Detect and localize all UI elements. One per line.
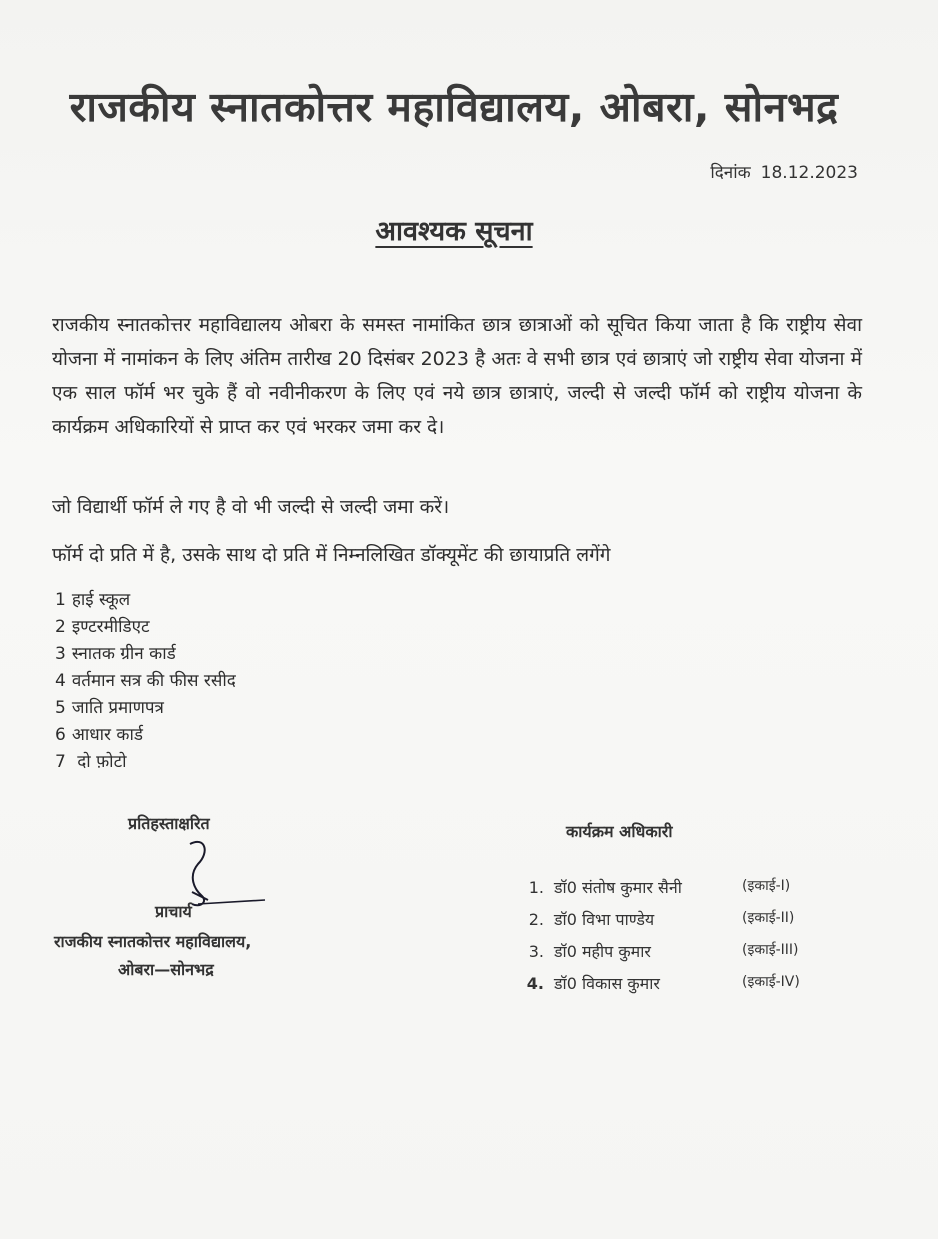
date-line — [710, 160, 858, 183]
officer-number: 3. — [528, 942, 544, 961]
notice-paragraph-submit: जो विद्यार्थी फॉर्म ले गए है वो भी जल्दी से जल्दी जमा करें। — [52, 496, 450, 518]
list-item-number: 5 — [55, 698, 66, 718]
list-item — [55, 668, 236, 695]
list-item-text: वर्तमान सत्र की फीस रसीद — [71, 671, 236, 691]
list-item — [55, 641, 236, 668]
officer-row — [520, 908, 820, 930]
list-item-number: 3 — [55, 644, 66, 664]
list-item — [55, 722, 236, 749]
list-item-text: हाई स्कूल — [71, 590, 131, 610]
list-item — [55, 749, 236, 776]
list-item-number: 2 — [55, 617, 66, 637]
officer-unit: (इकाई-II) — [742, 910, 795, 926]
officer-number: 1. — [528, 878, 544, 897]
officer-number: 2. — [528, 910, 544, 929]
list-item-text: आधार कार्ड — [71, 725, 143, 745]
list-item-number: 7 — [55, 752, 66, 772]
list-item — [55, 587, 236, 614]
officer-name: डॉ0 संतोष कुमार सैनी — [554, 878, 682, 897]
officer-name: डॉ0 विकास कुमार — [554, 974, 660, 993]
officer-unit: (इकाई-I) — [742, 878, 791, 894]
list-item-number: 6 — [55, 725, 66, 745]
list-item-text: स्नातक ग्रीन कार्ड — [71, 644, 176, 664]
officer-row — [520, 940, 820, 962]
college-title: राजकीय स्नातकोत्तर महाविद्यालय, ओबरा, सोनभद्र — [69, 83, 839, 131]
principal-label: प्राचार्य — [155, 902, 192, 921]
officer-name: डॉ0 विभा पाण्डेय — [554, 910, 655, 929]
officer-row — [520, 876, 820, 898]
list-item-text: दो फ़ोटो — [71, 752, 127, 772]
list-item-text: इण्टरमीडिएट — [71, 617, 150, 637]
officers-title: कार्यक्रम अधिकारी — [566, 822, 673, 841]
notice-heading-text: आवश्यक सूचना — [375, 216, 533, 247]
officer-unit: (इकाई-III) — [742, 942, 799, 958]
signatory-college: राजकीय स्नातकोत्तर महाविद्यालय, — [54, 932, 252, 951]
list-item-number: 4 — [55, 671, 66, 691]
countersigned-label: प्रतिहस्ताक्षरित — [128, 814, 210, 833]
handwritten-signature — [180, 834, 270, 918]
list-item — [55, 695, 236, 722]
officer-number: 4. — [526, 974, 544, 993]
date-label: दिनांक — [710, 163, 751, 183]
signatory-place: ओबरा—सोनभद्र — [118, 960, 214, 979]
list-item — [55, 614, 236, 641]
list-item-number: 1 — [55, 590, 66, 610]
date-value: 18.12.2023 — [760, 163, 858, 183]
officer-unit: (इकाई-IV) — [742, 974, 800, 990]
documents-list — [55, 587, 236, 776]
notice-paragraph-documents: फॉर्म दो प्रति में है, उसके साथ दो प्रति में निम्नलिखित डॉक्यूमेंट की छायाप्रति लगेंगे — [52, 544, 611, 566]
notice-paragraph-main: राजकीय स्नातकोत्तर महाविद्यालय ओबरा के समस्त नामांकित छात्र छात्राओं को सूचित किया जाता है कि राष्ट्रीय सेवा योजना में नामांकन के लिए अंतिम तारीख 20 दिसंबर 2023 है अतः वे सभी छात्र एवं छात्राएं जो राष्ट्रीय सेवा योजना में एक साल फॉर्म भर चुके हैं वो नवीनीकरण के लिए एवं नये छात्र छात्राएं, जल्दी से जल्दी फॉर्म को राष्ट्रीय योजना के कार्यक्रम अधिकारियों से प्राप्त कर एवं भरकर जमा कर दे। — [52, 314, 862, 438]
list-item-text: जाति प्रमाणपत्र — [71, 698, 164, 718]
officer-name: डॉ0 महीप कुमार — [554, 942, 651, 961]
notice-heading — [0, 211, 908, 248]
officer-row — [520, 972, 820, 994]
